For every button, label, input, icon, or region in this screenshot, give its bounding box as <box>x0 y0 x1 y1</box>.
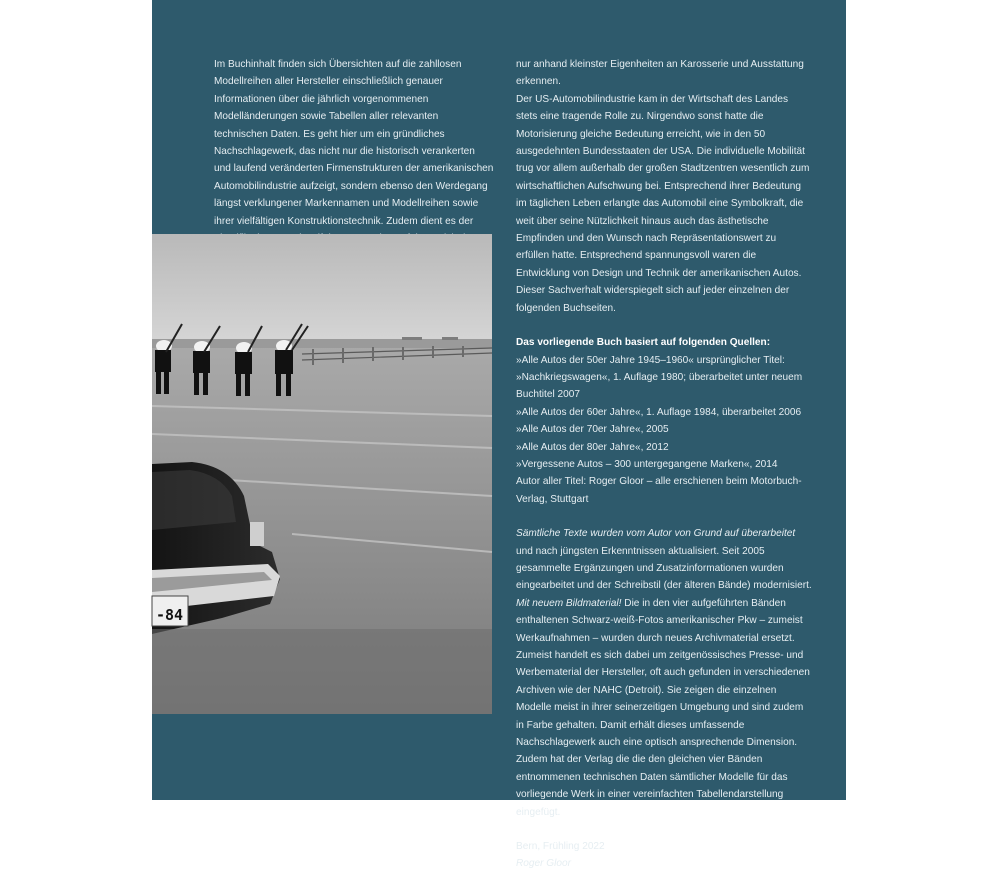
revision-text: und nach jüngsten Erkenntnissen aktualisiert. Seit 2005 gesammelte Ergänzungen und Zusatzinformationen wurden eingearbeitet und der Schreibstil (der älteren Bände) modernisiert. <box>516 545 812 592</box>
revision-italic: Sämtliche Texte wurden vom Autor von Grund auf überarbeitet <box>516 528 796 540</box>
parade-car-photo <box>152 234 492 714</box>
images-text: Die in den vier aufgeführten Bänden enthaltenen Schwarz-weiß-Fotos amerikanischer Pkw – zumeist Werkaufnahmen – wurden durch neues Archivmaterial ersetzt. Zumeist handelt es sich dabei um zeitgenössisches Presse- und Werbematerial der Hersteller, oft auch gefunden in verschiedenen Archiven wie der NAHC (Detroit). Sie zeigen die einzelnen Modelle meist in ihrer seinerzeitigen Umgebung und sind zudem in Farbe gehalten. Damit erhält dieses umfassende Nachschlagewerk auch eine optisch ansprechende Dimension. Zudem hat der Verlag die die den gleichen vier Bänden entnommenen technischen Daten sämtlicher Modelle für das vorliegende Werk in einer vereinfachten Tabellendarstellung eingefügt. <box>516 597 810 818</box>
source-item: »Vergessene Autos – 300 untergegangene Marken«, 2014 <box>516 458 778 470</box>
revision-paragraph <box>516 525 812 595</box>
source-item: »Alle Autos der 80er Jahre«, 2012 <box>516 441 669 453</box>
intro-paragraph: Im Buchinhalt finden sich Übersichten auf die zahllosen Modellreihen aller Hersteller einschließlich genauer Informationen über die jährlich vorgenommenen Modelländerungen sowie Tabellen aller relevanten technischen Daten. Es geht hier um ein gründliches Nachschlagewerk, das nicht nur die historisch verankerten und laufend veränderten Firmenstrukturen der amerikanischen Automobilindustrie aufzeigt, sondern ebenso den Werdegang längst verklungener Markennamen und Modellreihen sowie ihrer vielfältigen Konstruktionstechnik. Zudem dient es der <box>214 59 494 227</box>
source-item: »Alle Autos der 70er Jahre«, 2005 <box>516 424 669 436</box>
images-paragraph <box>516 595 812 821</box>
source-item: »Alle Autos der 60er Jahre«, 1. Auflage 1984, überarbeitet 2006 <box>516 406 802 418</box>
industry-paragraph: Der US-Automobilindustrie kam in der Wirtschaft des Landes stets eine tragende Rolle zu. Nirgendwo sonst hatte die Motorisierung gleiche Bedeutung erreicht, wie in den 50 ausgedehnten Bundesstaaten der USA. Die individuelle Mobilität trug vor allem außerhalb der großen Stadtzentren wesentlich zum wirtschaftlichen Aufschwung bei. Entsprechend ihrer Bedeutung im täglichen Leben erlangte das Automobil eine Symbolkraft, die weit über seine Nützlichkeit hinaus auch das ästhetische Empfinden und den Wunsch nach Repräsentationswert zu erfüllen hatte. Entsprechend spannungsvoll waren die Entwicklung von Design und Technik der amerikanischen Autos. Dieser Sachverhalt widerspiegelt sich auf jeder einzelnen der folgenden Buchseiten. <box>516 93 810 314</box>
source-author-note: Autor aller Titel: Roger Gloor – alle erschienen beim Motorbuch-Verlag, Stuttgart <box>516 476 802 505</box>
book-page <box>152 0 846 870</box>
place-date: Bern, Frühling 2022 <box>516 841 605 853</box>
images-italic: Mit neuem Bildmaterial! <box>516 597 622 609</box>
source-item: »Alle Autos der 50er Jahre 1945–1960« ursprünglicher Titel: »Nachkriegswagen«, 1. Auflage 1980; überarbeitet unter neuem Buchtitel 2007 <box>516 354 803 401</box>
right-text-column <box>516 56 812 873</box>
continuation-text: nur anhand kleinster Eigenheiten an Karosserie und Ausstattung erkennen. <box>516 59 804 88</box>
license-plate-text: -84 <box>156 606 184 624</box>
sources-heading: Das vorliegende Buch basiert auf folgenden Quellen: <box>516 337 771 349</box>
author-signature: Roger Gloor <box>516 858 571 870</box>
